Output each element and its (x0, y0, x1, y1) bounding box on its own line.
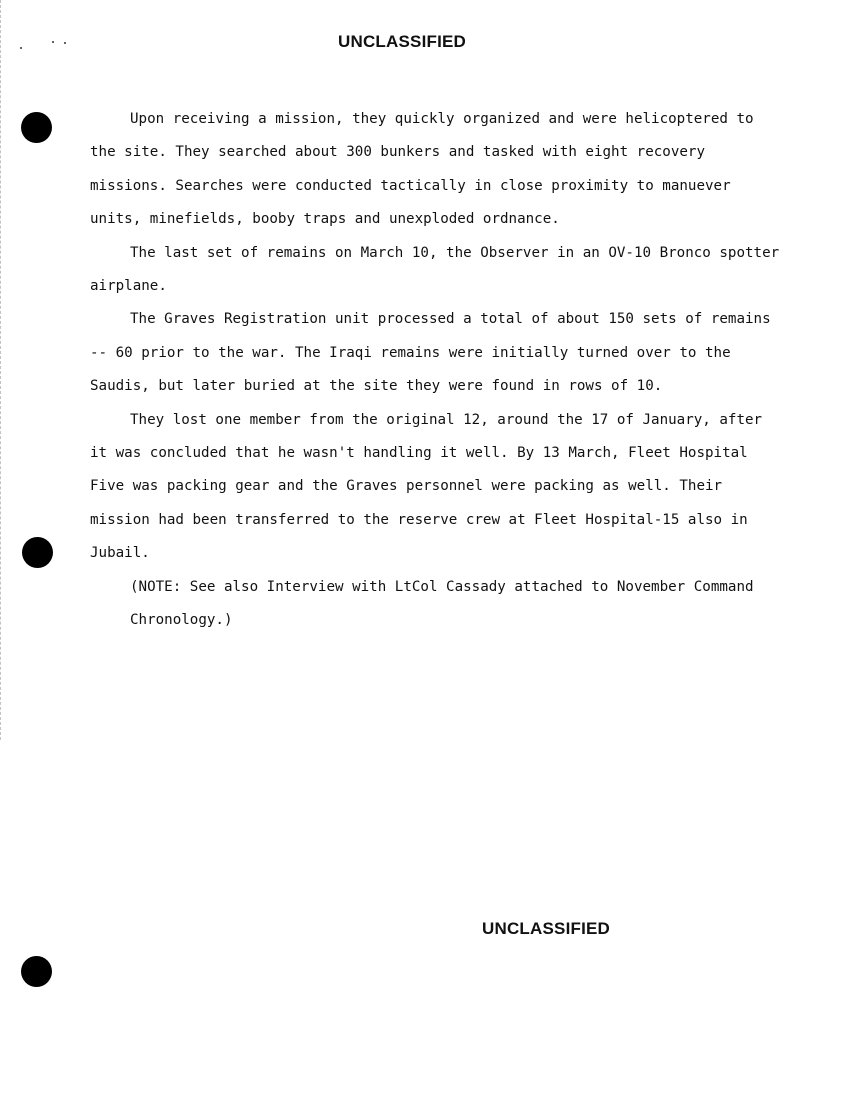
punch-hole-top (21, 112, 52, 143)
paragraph-graves-registration: The Graves Registration unit processed a total of about 150 sets of remains -- 60 prior to the war. The Iraqi remains were initially turned over to the Saudis, but later buried at the site they were found in rows of 10. (90, 311, 771, 395)
scan-speck (64, 42, 66, 44)
paragraph-mission: Upon receiving a mission, they quickly organized and were helicoptered to the site. They searched about 300 bunkers and tasked with eight recovery missions. Searches were conducted tactically in close proximity to manuever units, minefields, booby traps and unexploded ordnance. (90, 111, 754, 228)
scan-speck (20, 47, 22, 49)
paragraph-note: (NOTE: See also Interview with LtCol Cassady attached to November Command Chronology.) (130, 578, 754, 629)
classification-marking-top: UNCLASSIFIED (338, 32, 467, 51)
punch-hole-middle (22, 537, 53, 568)
scan-edge-marks (0, 0, 5, 740)
paragraph-personnel: They lost one member from the original 12, around the 17 of January, after it was concluded that he wasn't handling it well. By 13 March, Fleet Hospital Five was packing gear and the Graves personnel were packing as well. Their mission had been transferred to the reserve crew at Fleet Hospital-15 also in Jubail. (90, 411, 763, 562)
scan-speck (52, 41, 54, 43)
classification-marking-bottom: UNCLASSIFIED (482, 919, 611, 938)
document-body (90, 103, 780, 638)
punch-hole-bottom (21, 956, 52, 987)
paragraph-last-remains: The last set of remains on March 10, the Observer in an OV-10 Bronco spotter airplane. (90, 244, 780, 295)
